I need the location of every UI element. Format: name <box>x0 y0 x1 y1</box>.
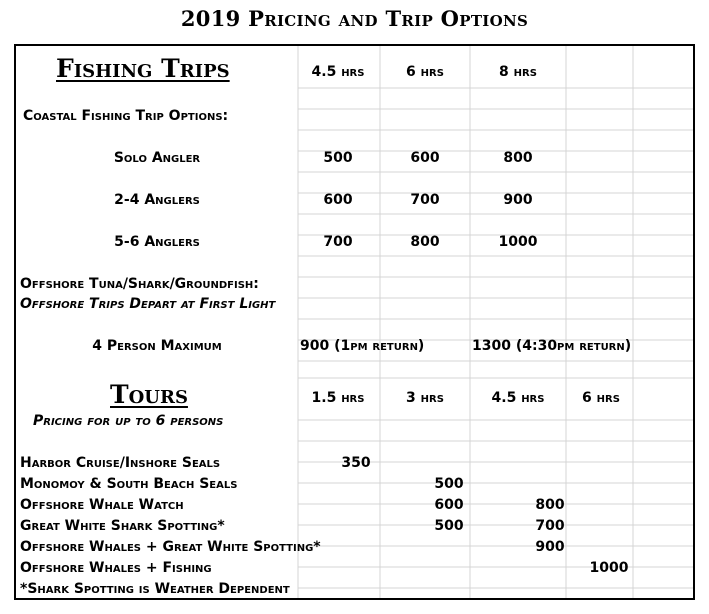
offshore-fishing-label: Offshore Tuna/Shark/Groundfish: <box>20 276 259 292</box>
tours-duration-6: 6 hrs <box>582 390 620 406</box>
monomoy-seals-price: 500 <box>434 476 464 492</box>
monomoy-seals-label: Monomoy & South Beach Seals <box>20 476 238 492</box>
anglers-2-4-price-45: 600 <box>323 192 353 208</box>
whale-watch-price-3: 600 <box>434 497 464 513</box>
four-person-price-1pm: 900 (1pm return) <box>300 338 425 354</box>
harbor-cruise-price: 350 <box>341 455 371 471</box>
whale-watch-price-45: 800 <box>535 497 565 513</box>
four-person-max-label: 4 Person Maximum <box>92 338 222 354</box>
whales-shark-label: Offshore Whales + Great White Spotting* <box>20 539 321 555</box>
anglers-5-6-price-6: 800 <box>410 234 440 250</box>
fishing-trips-heading: Fishing Trips <box>56 54 230 83</box>
solo-angler-label: Solo Angler <box>113 150 201 166</box>
tours-heading: Tours <box>110 380 188 409</box>
solo-angler-price-6: 600 <box>410 150 440 166</box>
tours-pricing-note: Pricing for up to 6 persons <box>33 413 224 429</box>
tours-duration-3: 3 hrs <box>406 390 444 406</box>
solo-angler-price-8: 800 <box>503 150 533 166</box>
fishing-duration-6: 6 hrs <box>406 64 444 80</box>
harbor-cruise-label: Harbor Cruise/Inshore Seals <box>20 455 221 471</box>
offshore-trips-note: Offshore Trips Depart at First Light <box>20 296 276 312</box>
anglers-2-4-price-8: 900 <box>503 192 533 208</box>
shark-spotting-label: Great White Shark Spotting* <box>20 518 225 534</box>
whale-watch-label: Offshore Whale Watch <box>20 497 184 513</box>
coastal-options-label: Coastal Fishing Trip Options: <box>23 108 229 124</box>
pricing-sheet <box>14 44 695 600</box>
anglers-5-6-price-8: 1000 <box>498 234 538 250</box>
solo-angler-price-45: 500 <box>323 150 353 166</box>
anglers-5-6-price-45: 700 <box>323 234 353 250</box>
anglers-5-6-label: 5-6 Anglers <box>114 234 200 250</box>
four-person-price-430pm: 1300 (4:30pm return) <box>472 338 632 354</box>
fishing-duration-45: 4.5 hrs <box>311 64 365 80</box>
tours-duration-15: 1.5 hrs <box>311 390 365 406</box>
whales-fishing-price-6: 1000 <box>589 560 629 576</box>
page-title: 2019 Pricing and Trip Options <box>180 6 529 31</box>
shark-footnote: *Shark Spotting is Weather Dependent <box>20 581 290 597</box>
shark-spotting-price-3: 500 <box>434 518 464 534</box>
fishing-duration-8: 8 hrs <box>499 64 537 80</box>
anglers-2-4-label: 2-4 Anglers <box>114 192 200 208</box>
whales-shark-price-45: 900 <box>535 539 565 555</box>
anglers-2-4-price-6: 700 <box>410 192 440 208</box>
shark-spotting-price-45: 700 <box>535 518 565 534</box>
tours-duration-45: 4.5 hrs <box>491 390 545 406</box>
whales-fishing-label: Offshore Whales + Fishing <box>20 560 212 576</box>
